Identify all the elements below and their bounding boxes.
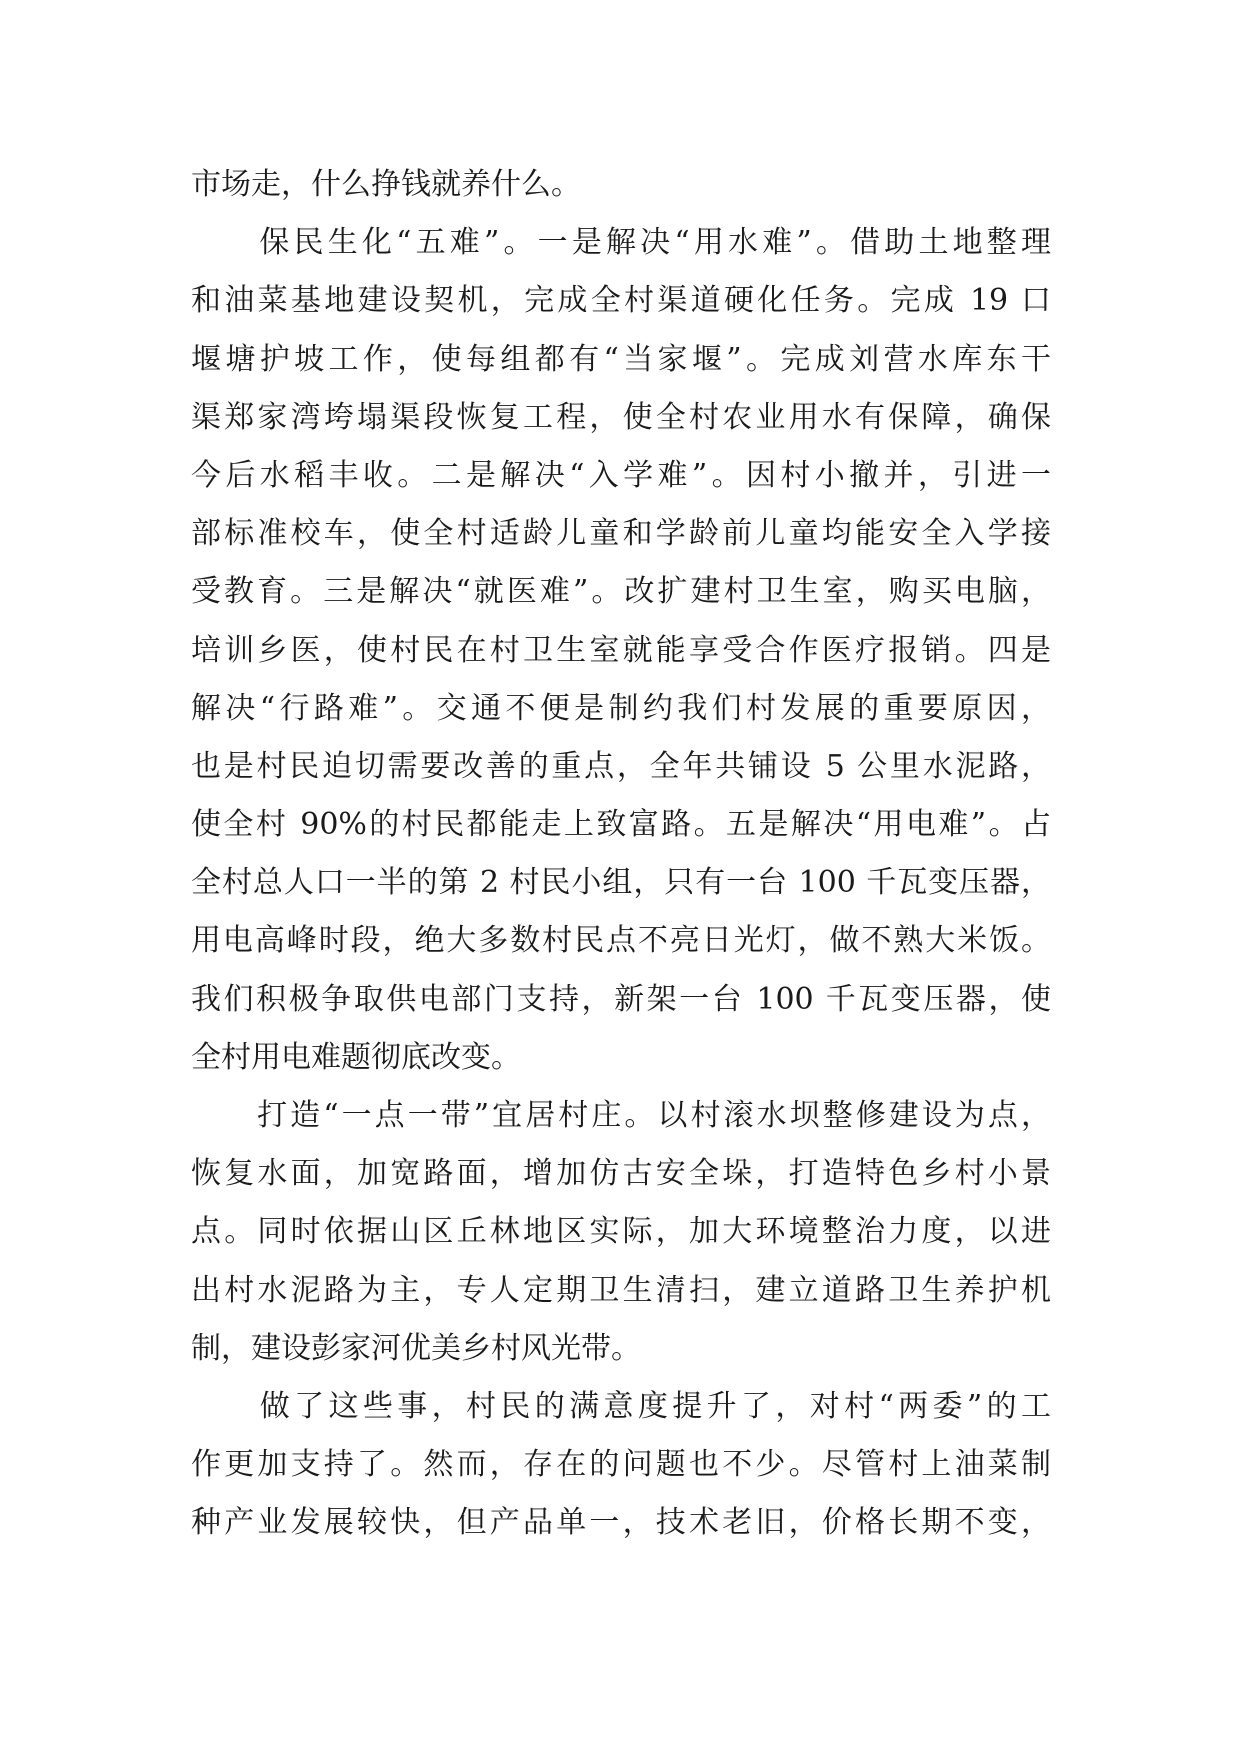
text-line: 也是村民迫切需要改善的重点，全年共铺设 5 公里水泥路， xyxy=(191,748,1051,784)
text-line: 打造“一点一带”宜居村庄。以村滚水坝整修建设为点， xyxy=(191,1098,1051,1133)
text-line: 培训乡医，使村民在村卫生室就能享受合作医疗报销。四是 xyxy=(191,632,1051,668)
text-line: 使全村 90%的村民都能走上致富路。五是解决“用电难”。占 xyxy=(191,807,1051,843)
text-line: 解决“行路难”。交通不便是制约我们村发展的重要原因， xyxy=(191,690,1051,726)
text-line: 全村总人口一半的第 2 村民小组，只有一台 100 千瓦变压器， xyxy=(191,865,1051,901)
text-line: 恢复水面，加宽路面，增加仿古安全垛，打造特色乡村小景 xyxy=(191,1156,1051,1192)
text-line: 受教育。三是解决“就医难”。改扩建村卫生室，购买电脑， xyxy=(191,574,1051,610)
text-line: 制，建设彭家河优美乡村风光带。 xyxy=(191,1330,641,1366)
text-line: 和油菜基地建设契机，完成全村渠道硬化任务。完成 19 口 xyxy=(191,283,1051,319)
text-line: 种产业发展较快，但产品单一，技术老旧，价格长期不变， xyxy=(191,1505,1051,1541)
text-line: 保民生化“五难”。一是解决“用水难”。借助土地整理 xyxy=(191,225,1051,261)
text-line: 作更加支持了。然而，存在的问题也不少。尽管村上油菜制 xyxy=(191,1447,1051,1483)
text-line: 部标准校车，使全村适龄儿童和学龄前儿童均能安全入学接 xyxy=(191,516,1051,552)
text-line: 今后水稻丰收。二是解决“入学难”。因村小撤并，引进一 xyxy=(191,457,1051,493)
text-line: 渠郑家湾垮塌渠段恢复工程，使全村农业用水有保障，确保 xyxy=(191,399,1051,435)
text-line: 堰塘护坡工作，使每组都有“当家堰”。完成刘营水库东干 xyxy=(191,341,1051,377)
text-line: 全村用电难题彻底改变。 xyxy=(191,1039,521,1075)
text-line: 做了这些事，村民的满意度提升了，对村“两委”的工 xyxy=(191,1388,1051,1424)
text-line: 用电高峰时段，绝大多数村民点不亮日光灯，做不熟大米饭。 xyxy=(191,923,1051,959)
text-line: 出村水泥路为主，专人定期卫生清扫，建立道路卫生养护机 xyxy=(191,1272,1051,1308)
text-line: 点。同时依据山区丘林地区实际，加大环境整治力度，以进 xyxy=(191,1214,1051,1250)
text-line: 市场走，什么挣钱就养什么。 xyxy=(191,167,581,202)
body-text xyxy=(191,156,1051,1553)
text-line: 我们积极争取供电部门支持，新架一台 100 千瓦变压器，使 xyxy=(191,981,1051,1017)
